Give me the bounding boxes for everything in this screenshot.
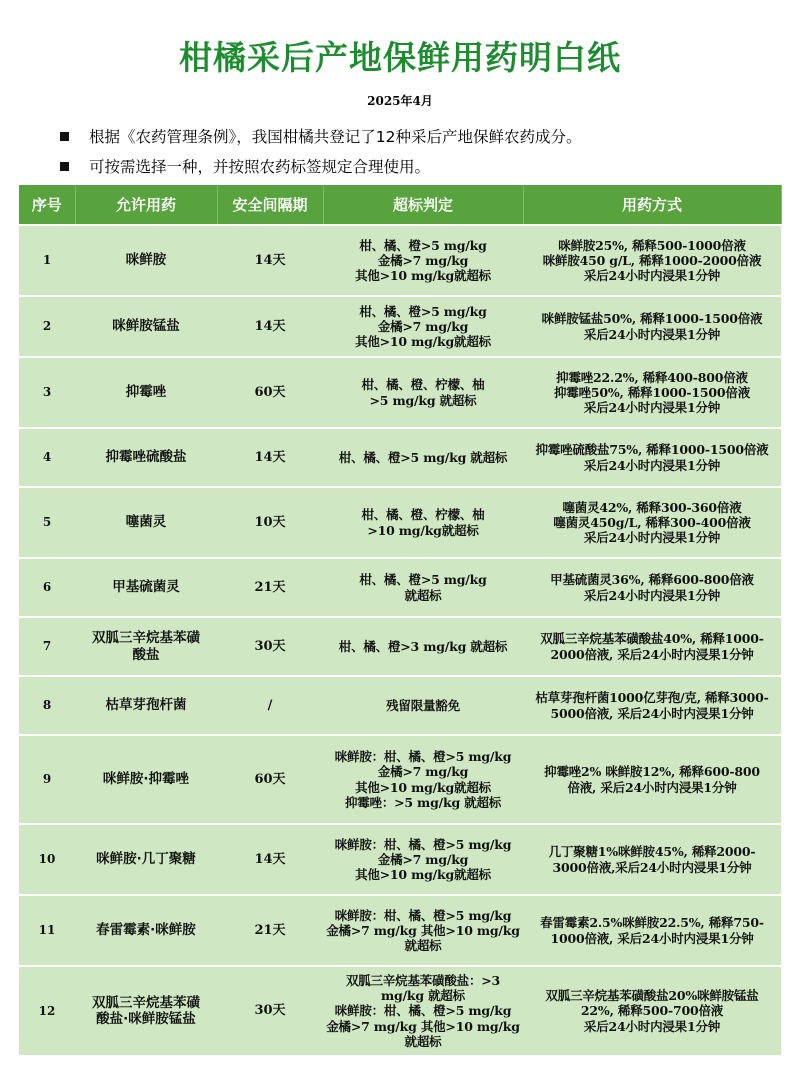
safety-interval: / xyxy=(217,676,323,735)
usage-method xyxy=(523,357,781,428)
drug-name-text: 咪鲜胺·抑霉唑 xyxy=(102,771,190,788)
usage-line: 采后24小时内浸果1分钟 xyxy=(583,268,721,284)
table-header-row xyxy=(19,185,781,225)
row-number: 6 xyxy=(19,558,75,617)
pesticide-table xyxy=(19,185,782,1055)
exceed-criteria xyxy=(323,558,523,617)
drug-name xyxy=(75,676,217,735)
usage-method xyxy=(523,895,781,966)
drug-name-text: 咪鲜胺·几丁聚糖 xyxy=(96,851,196,868)
row-number: 8 xyxy=(19,676,75,735)
criteria-line: 其他>10 mg/kg就超标 xyxy=(355,268,491,284)
square-bullet-icon xyxy=(60,132,69,141)
safety-interval: 21天 xyxy=(217,558,323,617)
usage-line: 枯草芽孢杆菌1000亿芽孢/克, 稀释3000- xyxy=(535,690,769,706)
exceed-criteria xyxy=(323,676,523,735)
drug-name-text: 双胍三辛烷基苯磺酸盐·咪鲜胺锰盐 xyxy=(92,994,200,1027)
criteria-line: 抑霉唑：>5 mg/kg 就超标 xyxy=(344,794,502,810)
usage-line: 倍液, 采后24小时内浸果1分钟 xyxy=(567,779,737,795)
drug-name-text: 咪鲜胺锰盐 xyxy=(112,318,180,335)
safety-interval: 30天 xyxy=(217,966,323,1055)
bullet-item xyxy=(60,151,780,181)
drug-name-text: 枯草芽孢杆菌 xyxy=(105,697,187,714)
usage-line: 1000倍液, 采后24小时内浸果1分钟 xyxy=(550,930,754,946)
column-header-usage: 用药方式 xyxy=(523,185,781,225)
usage-line: 噻菌灵450g/L, 稀释300-400倍液 xyxy=(553,514,751,530)
criteria-line: >10 mg/kg就超标 xyxy=(367,522,479,538)
drug-name xyxy=(75,966,217,1055)
criteria-line: 就超标 xyxy=(404,938,442,954)
usage-method xyxy=(523,735,781,824)
row-number: 1 xyxy=(19,225,75,296)
drug-name xyxy=(75,824,217,895)
safety-interval: 14天 xyxy=(217,428,323,487)
criteria-line: 其他>10 mg/kg就超标 xyxy=(355,779,491,795)
safety-interval: 10天 xyxy=(217,487,323,558)
drug-name-text: 咪鲜胺 xyxy=(125,252,167,269)
usage-method xyxy=(523,966,781,1055)
row-number: 5 xyxy=(19,487,75,558)
usage-method xyxy=(523,617,781,676)
row-number: 10 xyxy=(19,824,75,895)
drug-name xyxy=(75,895,217,966)
table-row xyxy=(19,676,781,735)
criteria-line: 金橘>7 mg/kg xyxy=(377,318,469,334)
usage-line: 甲基硫菌灵36%, 稀释600-800倍液 xyxy=(550,572,754,588)
safety-interval: 14天 xyxy=(217,296,323,357)
criteria-line: >5 mg/kg 就超标 xyxy=(369,392,477,408)
column-header-no: 序号 xyxy=(19,185,75,225)
usage-line: 春雷霉素2.5%咪鲜胺22.5%, 稀释750- xyxy=(540,915,764,931)
drug-name-text: 双胍三辛烷基苯磺酸盐 xyxy=(92,630,200,663)
exceed-criteria xyxy=(323,296,523,357)
usage-line: 22%, 稀释500-700倍液 xyxy=(580,1003,724,1019)
column-header-judge: 超标判定 xyxy=(323,185,523,225)
row-number: 2 xyxy=(19,296,75,357)
safety-interval: 30天 xyxy=(217,617,323,676)
drug-name xyxy=(75,357,217,428)
criteria-line: 就超标 xyxy=(404,1033,442,1049)
row-number: 11 xyxy=(19,895,75,966)
usage-method xyxy=(523,558,781,617)
usage-line: 双胍三辛烷基苯磺酸盐40%, 稀释1000- xyxy=(540,631,764,647)
column-header-interval: 安全间隔期 xyxy=(217,185,323,225)
table-row xyxy=(19,225,781,296)
safety-interval: 60天 xyxy=(217,357,323,428)
criteria-line: 咪鲜胺：柑、橘、橙>5 mg/kg xyxy=(334,749,512,764)
usage-line: 采后24小时内浸果1分钟 xyxy=(583,326,721,342)
usage-method xyxy=(523,487,781,558)
usage-line: 5000倍液, 采后24小时内浸果1分钟 xyxy=(550,705,754,721)
criteria-line: 咪鲜胺：柑、橘、橙>5 mg/kg xyxy=(334,1003,512,1019)
criteria-line: 金橘>7 mg/kg xyxy=(377,851,469,867)
drug-name xyxy=(75,558,217,617)
column-header-drug: 允许用药 xyxy=(75,185,217,225)
usage-line: 3000倍液,采后24小时内浸果1分钟 xyxy=(552,859,752,875)
table-row xyxy=(19,428,781,487)
exceed-criteria xyxy=(323,357,523,428)
usage-method xyxy=(523,428,781,487)
drug-name-text: 春雷霉素·咪鲜胺 xyxy=(96,922,196,939)
exceed-criteria xyxy=(323,895,523,966)
criteria-line: 柑、橘、橙>5 mg/kg xyxy=(359,303,487,319)
criteria-line: 金橘>7 mg/kg xyxy=(377,252,469,268)
table-row xyxy=(19,357,781,428)
table-row xyxy=(19,735,781,824)
usage-line: 采后24小时内浸果1分钟 xyxy=(583,1018,721,1034)
bullet-item xyxy=(60,121,780,151)
criteria-line: 残留限量豁免 xyxy=(386,697,460,713)
intro-bullets xyxy=(60,121,780,181)
usage-method xyxy=(523,296,781,357)
usage-line: 咪鲜胺锰盐50%, 稀释1000-1500倍液 xyxy=(541,311,763,327)
usage-line: 几丁聚糖1%咪鲜胺45%, 稀释2000- xyxy=(548,844,756,860)
criteria-line: 金橘>7 mg/kg 其他>10 mg/kg xyxy=(326,922,520,938)
usage-line: 咪鲜胺450 g/L, 稀释1000-2000倍液 xyxy=(542,252,762,268)
row-number: 9 xyxy=(19,735,75,824)
drug-name xyxy=(75,617,217,676)
table-row xyxy=(19,617,781,676)
drug-name-text: 抑霉唑硫酸盐 xyxy=(105,449,187,466)
bullet-text: 根据《农药管理条例》，我国柑橘共登记了12种采后产地保鲜农药成分。 xyxy=(89,128,582,146)
usage-method xyxy=(523,225,781,296)
row-number: 12 xyxy=(19,966,75,1055)
usage-method xyxy=(523,824,781,895)
exceed-criteria xyxy=(323,428,523,487)
usage-line: 采后24小时内浸果1分钟 xyxy=(583,400,721,416)
usage-line: 抑霉唑硫酸盐75%, 稀释1000-1500倍液 xyxy=(535,442,769,458)
drug-name xyxy=(75,735,217,824)
drug-name-text: 噻菌灵 xyxy=(125,514,167,531)
publish-date: 2025年4月 xyxy=(367,94,433,108)
usage-line: 噻菌灵42%, 稀释300-360倍液 xyxy=(562,499,742,515)
criteria-line: 金橘>7 mg/kg xyxy=(377,764,469,780)
criteria-line: 其他>10 mg/kg就超标 xyxy=(355,334,491,350)
usage-line: 抑霉唑50%, 稀释1000-1500倍液 xyxy=(553,384,751,400)
safety-interval: 60天 xyxy=(217,735,323,824)
usage-line: 采后24小时内浸果1分钟 xyxy=(583,530,721,546)
safety-interval: 14天 xyxy=(217,225,323,296)
row-number: 7 xyxy=(19,617,75,676)
usage-line: 采后24小时内浸果1分钟 xyxy=(583,457,721,473)
criteria-line: 就超标 xyxy=(404,587,442,603)
table-row xyxy=(19,824,781,895)
exceed-criteria xyxy=(323,966,523,1055)
drug-name-text: 抑霉唑 xyxy=(125,384,167,401)
drug-name-text: 甲基硫菌灵 xyxy=(112,579,180,596)
usage-line: 抑霉唑22.2%, 稀释400-800倍液 xyxy=(556,369,748,385)
drug-name xyxy=(75,296,217,357)
criteria-line: 其他>10 mg/kg就超标 xyxy=(355,867,491,883)
criteria-line: 柑、橘、橙>5 mg/kg 就超标 xyxy=(338,449,508,465)
drug-name xyxy=(75,487,217,558)
table-row xyxy=(19,487,781,558)
criteria-line: 咪鲜胺：柑、橘、橙>5 mg/kg xyxy=(334,836,512,852)
bullet-text: 可按需选择一种，并按照农药标签规定合理使用。 xyxy=(89,158,431,176)
criteria-line: 柑、橘、橙>5 mg/kg xyxy=(359,572,487,588)
criteria-line: 金橘>7 mg/kg 其他>10 mg/kg xyxy=(326,1018,520,1034)
usage-line: 双胍三辛烷基苯磺酸盐20%咪鲜胺锰盐 xyxy=(545,988,759,1004)
safety-interval: 14天 xyxy=(217,824,323,895)
exceed-criteria xyxy=(323,735,523,824)
criteria-line: mg/kg 就超标 xyxy=(381,988,465,1004)
row-number: 3 xyxy=(19,357,75,428)
square-bullet-icon xyxy=(60,162,69,171)
usage-line: 咪鲜胺25%, 稀释500-1000倍液 xyxy=(558,237,746,253)
usage-line: 2000倍液, 采后24小时内浸果1分钟 xyxy=(550,646,754,662)
exceed-criteria xyxy=(323,824,523,895)
usage-line: 采后24小时内浸果1分钟 xyxy=(583,587,721,603)
row-number: 4 xyxy=(19,428,75,487)
criteria-line: 双胍三辛烷基苯磺酸盐：>3 xyxy=(345,972,501,988)
exceed-criteria xyxy=(323,617,523,676)
page-title: 柑橘采后产地保鲜用药明白纸 xyxy=(179,38,621,77)
usage-method xyxy=(523,676,781,735)
usage-line: 抑霉唑2% 咪鲜胺12%, 稀释600-800 xyxy=(544,764,760,780)
safety-interval: 21天 xyxy=(217,895,323,966)
criteria-line: 咪鲜胺：柑、橘、橙>5 mg/kg xyxy=(334,907,512,923)
table-row xyxy=(19,296,781,357)
criteria-line: 柑、橘、橙>5 mg/kg xyxy=(359,237,487,253)
drug-name xyxy=(75,225,217,296)
table-body xyxy=(19,225,781,1055)
table-row xyxy=(19,895,781,966)
criteria-line: 柑、橘、橙>3 mg/kg 就超标 xyxy=(338,638,508,654)
criteria-line: 柑、橘、橙、柠檬、柚 xyxy=(361,377,485,393)
drug-name xyxy=(75,428,217,487)
table-row xyxy=(19,966,781,1055)
exceed-criteria xyxy=(323,487,523,558)
criteria-line: 柑、橘、橙、柠檬、柚 xyxy=(361,507,485,523)
table-row xyxy=(19,558,781,617)
exceed-criteria xyxy=(323,225,523,296)
